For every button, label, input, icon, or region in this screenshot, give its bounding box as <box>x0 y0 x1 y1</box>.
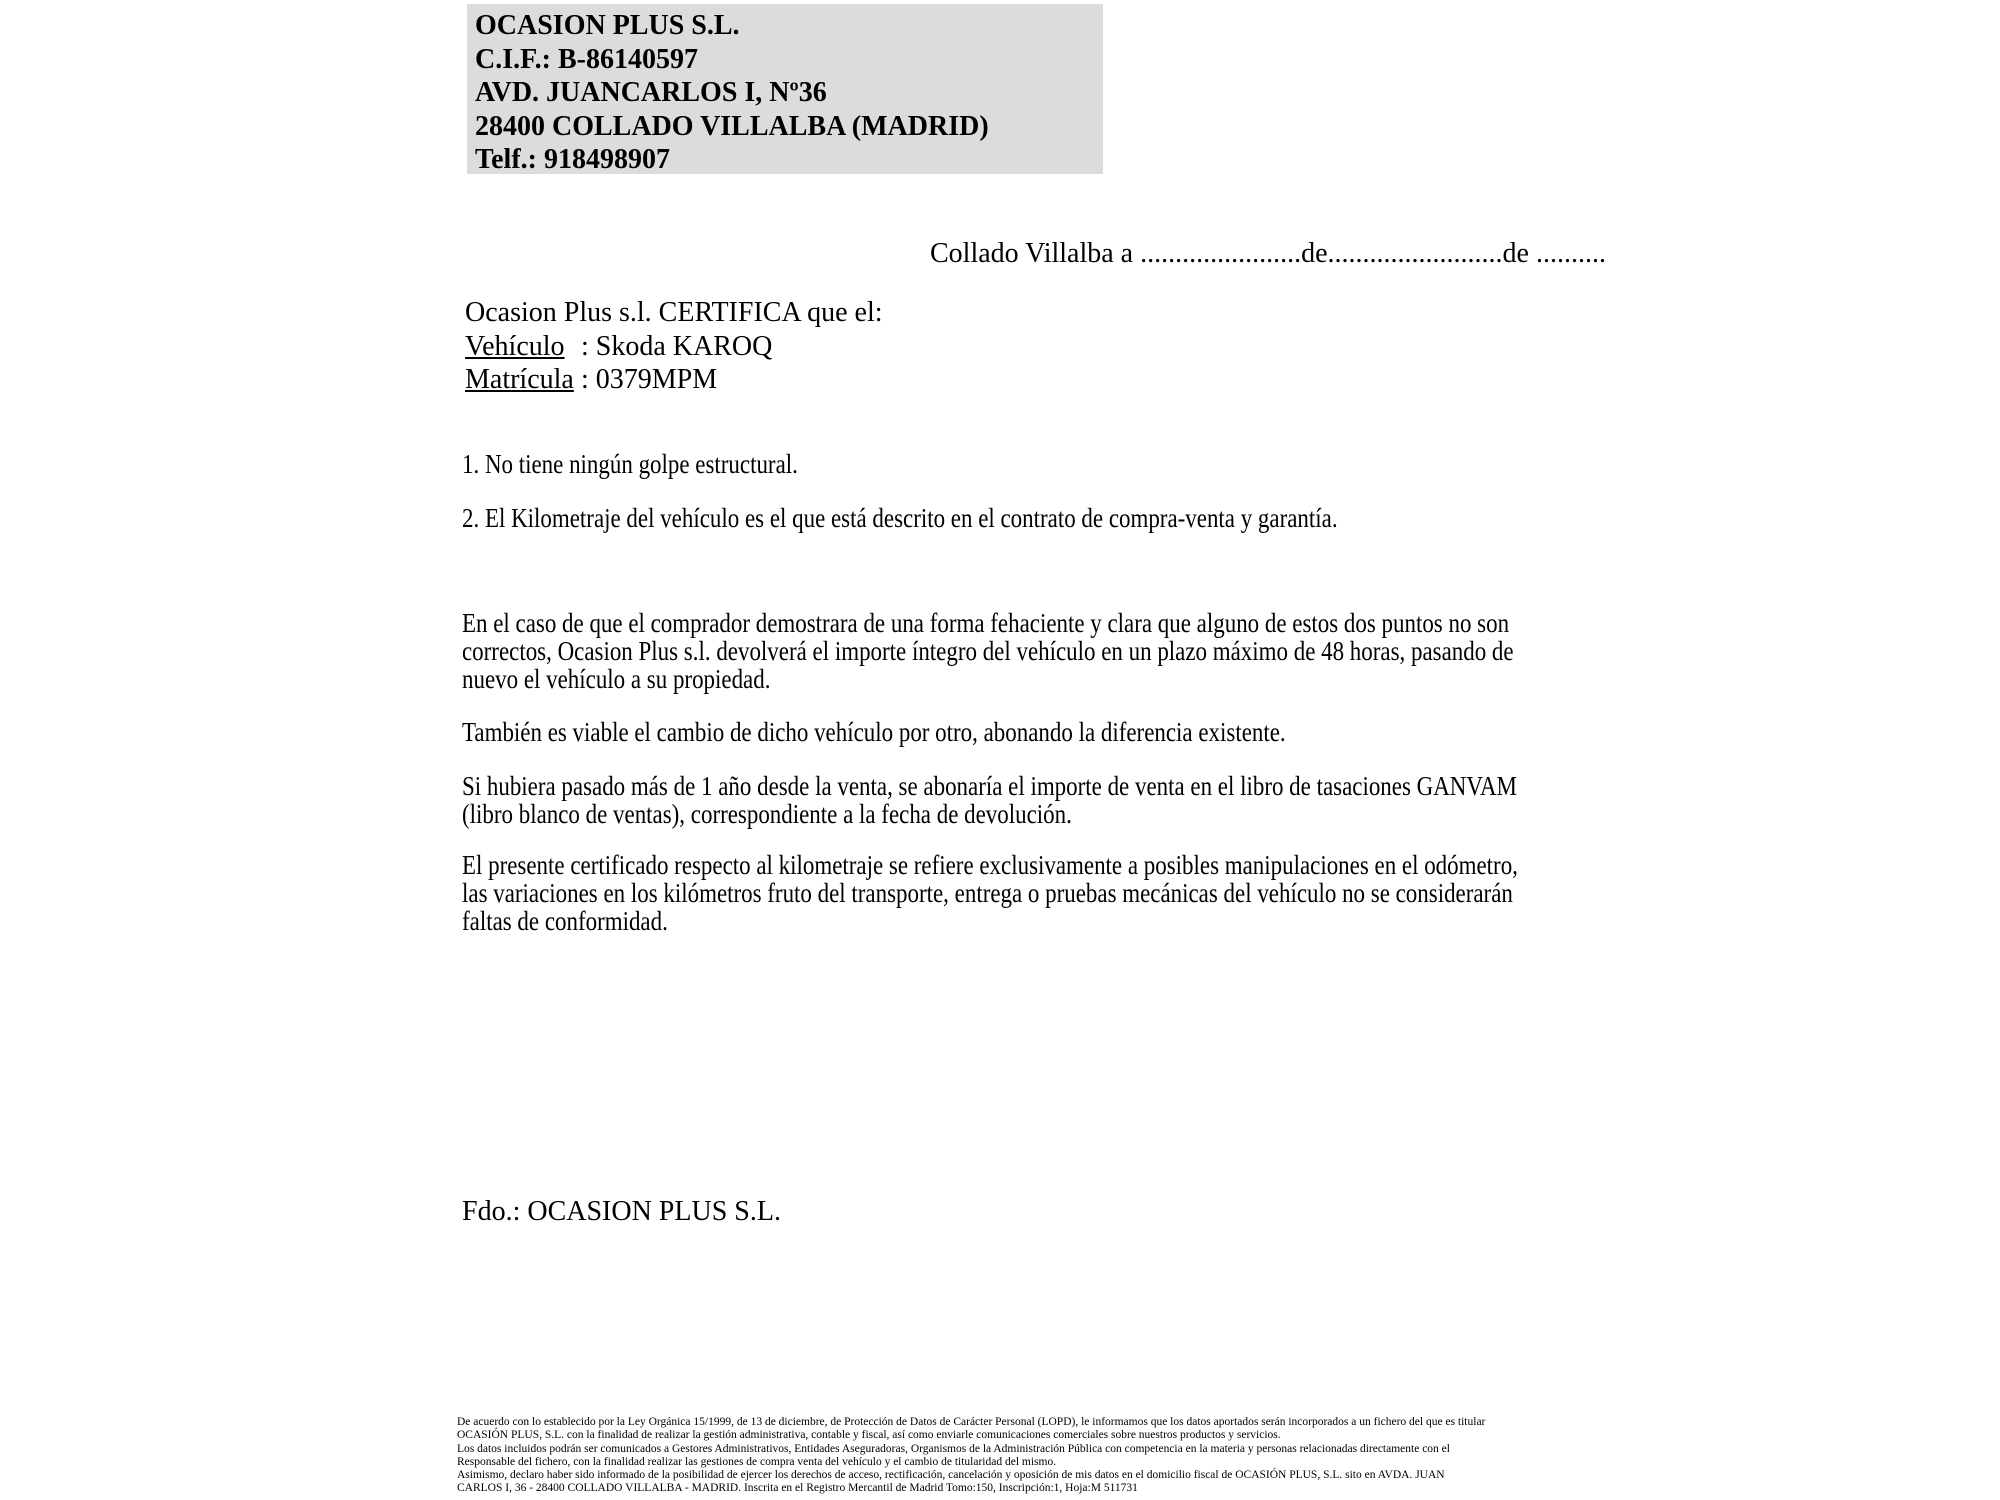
company-name: OCASION PLUS S.L. <box>475 10 740 41</box>
legal-line: OCASIÓN PLUS, S.L. con la finalidad de realizar la gestión administrativa, contable y fiscal, así como enviarle comunicaciones comerciales sobre nuestros productos y servicios. <box>457 1429 1281 1442</box>
company-phone: Telf.: 918498907 <box>475 144 670 175</box>
company-cif: C.I.F.: B-86140597 <box>475 43 698 75</box>
certifica-section <box>465 296 883 397</box>
vehicle-field <box>465 330 883 364</box>
plate-value: : 0379MPM <box>581 364 718 395</box>
legal-line: CARLOS I, 36 - 28400 COLLADO VILLALBA - MADRID. Inscrita en el Registro Mercantil de Madrid Tomo:150, Inscripción:1, Hoja:M 511731 <box>457 1482 1138 1495</box>
plate-field <box>465 363 883 397</box>
legal-line: Responsable del fichero, con la finalidad realizar las gestiones de compra venta del vehículo y el cambio de titularidad del mismo. <box>457 1455 1057 1468</box>
legal-footer <box>457 1416 1485 1496</box>
company-header-box <box>467 4 1103 174</box>
certifica-intro: Ocasion Plus s.l. CERTIFICA que el: <box>465 297 883 328</box>
legal-line: Asimismo, declaro haber sido informado de la posibilidad de ejercer los derechos de acceso, rectificación, cancelación y oposición de mis datos en el domicilio fiscal de OCASIÓN PLUS, S.L. sito en AVDA. JUAN <box>457 1469 1445 1482</box>
signature-line: Fdo.: OCASION PLUS S.L. <box>462 1196 781 1227</box>
paragraph-refund: En el caso de que el comprador demostrara de una forma fehaciente y clara que alguno de estos dos puntos no son correctos, Ocasion Plus s.l. devolverá el importe íntegro del vehículo en un plazo máximo de 48 horas, pasando de nuevo el vehículo a su propiedad. <box>462 608 1514 694</box>
vehicle-value: : Skoda KAROQ <box>581 330 773 362</box>
paragraph-odometer: El presente certificado respecto al kilometraje se refiere exclusivamente a posibles manipulaciones en el odómetro, las variaciones en los kilómetros fruto del transporte, entrega o pruebas mecánicas del vehículo no se considerarán faltas de conformidad. <box>462 850 1518 936</box>
place-date-line: Collado Villalba a .......................de.........................de .......... <box>930 238 1606 269</box>
plate-label: Matrícula <box>465 364 574 395</box>
point-1: 1. No tiene ningún golpe estructural. <box>462 449 798 479</box>
legal-line: De acuerdo con lo establecido por la Ley Orgánica 15/1999, de 13 de diciembre, de Protección de Datos de Carácter Personal (LOPD), le informamos que los datos aportados serán incorporados a un fichero del que es titular <box>457 1416 1486 1428</box>
paragraph-exchange: También es viable el cambio de dicho vehículo por otro, abonando la diferencia existente. <box>462 717 1286 747</box>
company-city: 28400 COLLADO VILLALBA (MADRID) <box>475 110 989 142</box>
vehicle-label: Vehículo <box>465 330 565 362</box>
company-address: AVD. JUANCARLOS I, Nº36 <box>475 77 827 108</box>
paragraph-ganvam: Si hubiera pasado más de 1 año desde la venta, se abonaría el importe de venta en el libro de tasaciones GANVAM (libro blanco de ventas), correspondiente a la fecha de devolución. <box>462 771 1517 829</box>
point-2: 2. El Kilometraje del vehículo es el que está descrito en el contrato de compra-venta y garantía. <box>462 503 1338 533</box>
legal-line: Los datos incluidos podrán ser comunicados a Gestores Administrativos, Entidades Aseguradoras, Organismos de la Administración Pública con competencia en la materia y personas relacionadas directamente con el <box>457 1442 1450 1455</box>
